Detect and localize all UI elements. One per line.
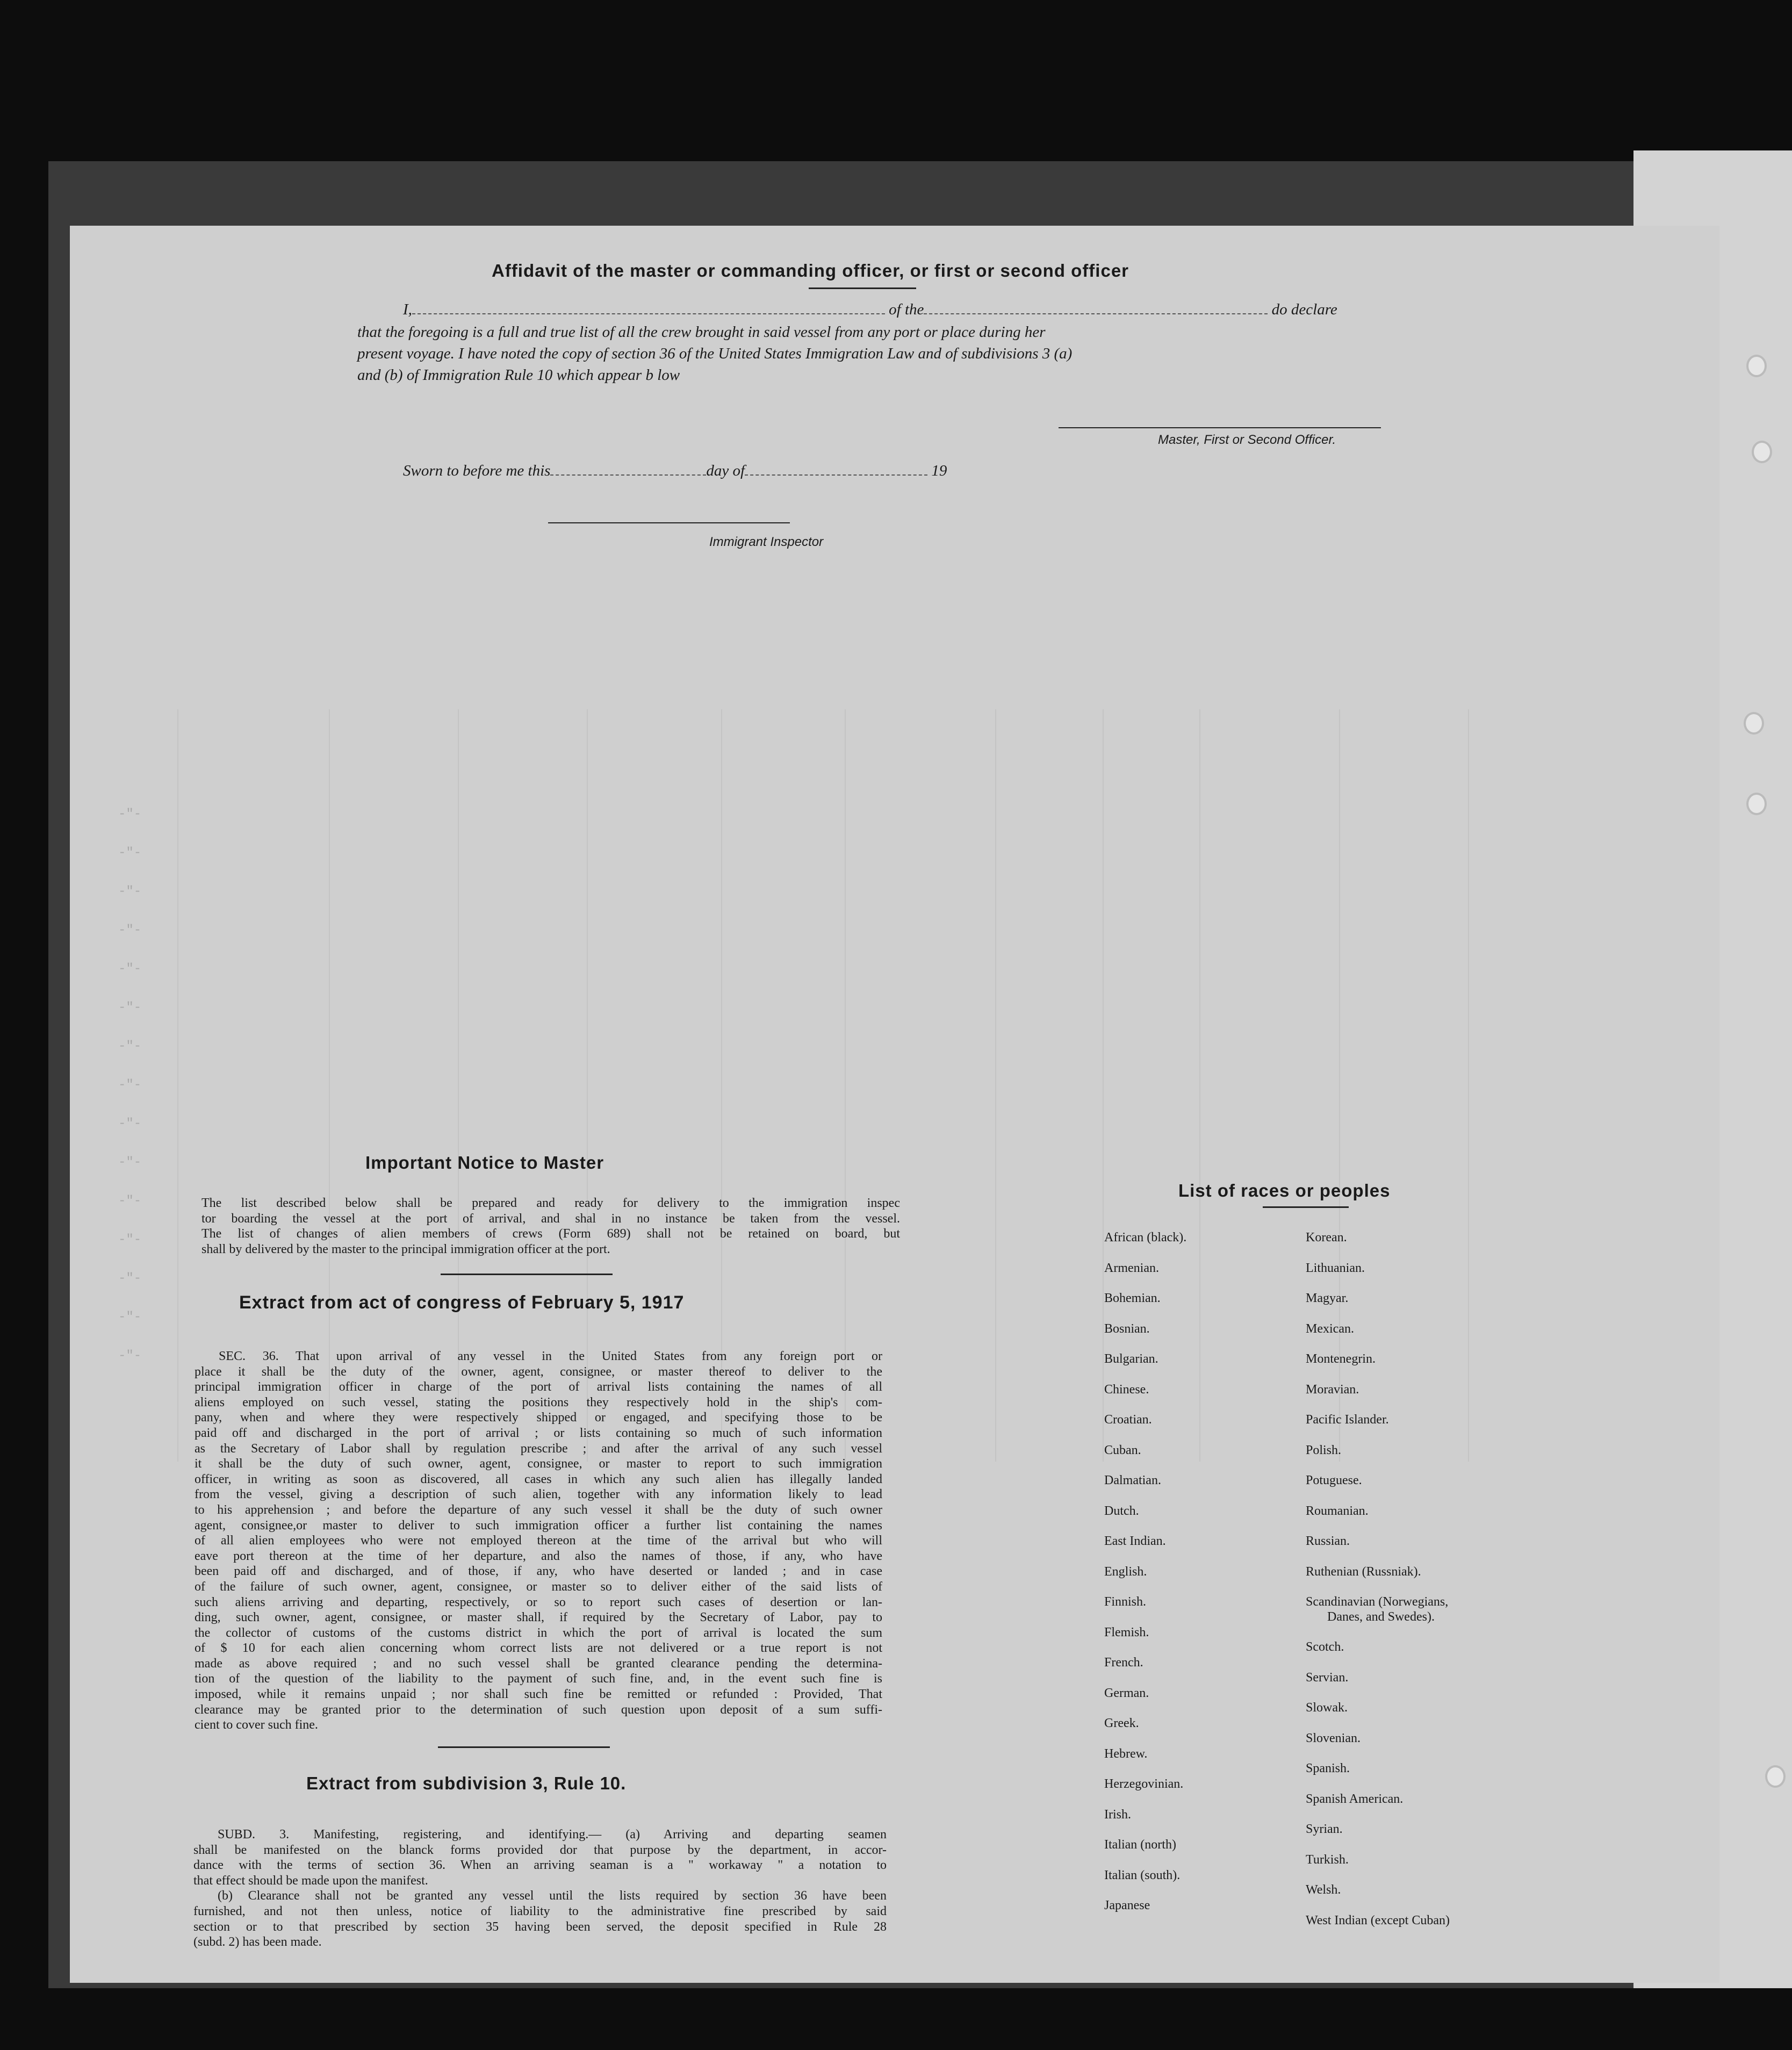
binder-hole	[1744, 712, 1764, 735]
act-line: made as above required ; and no such vessel shall be granted clearance pending the determina-	[195, 1656, 882, 1671]
race-item: German.	[1104, 1686, 1149, 1700]
race-item: Flemish.	[1104, 1625, 1149, 1639]
race-item: Irish.	[1104, 1807, 1131, 1822]
race-item: Chinese.	[1104, 1382, 1149, 1397]
affidavit-i: I,	[403, 301, 412, 318]
race-item: Servian.	[1306, 1670, 1349, 1685]
act-line: it shall be the duty of such owner, agent, consignee, or master to report to such immigration	[195, 1457, 882, 1471]
race-item: Ruthenian (Russniak).	[1306, 1564, 1421, 1579]
act-line: the collector of customs of the customs district in which the port of arrival is located the sum	[195, 1625, 882, 1640]
act-line: ding, such owner, agent, consignee, or master shall, if required by the Secretary of Labor, pay to	[195, 1610, 882, 1625]
divider	[1263, 1206, 1349, 1208]
bleed-through-text: -"- -"- -"- -"- -"- -"- -"- -"- -"- -"- -"- -"- -"- -"- -"-	[118, 807, 142, 1363]
notice-title: Important Notice to Master	[365, 1153, 604, 1173]
race-item: Spanish American.	[1306, 1792, 1404, 1806]
race-item: Bulgarian.	[1104, 1352, 1158, 1366]
affidavit-declare: do declare	[1271, 301, 1337, 318]
rule-line: that effect should be made upon the manifest.	[193, 1873, 428, 1888]
sworn-month-blank[interactable]	[745, 474, 927, 476]
notice-line: The list described below shall be prepared and ready for delivery to the immigration inspec	[201, 1196, 900, 1210]
race-item: Scotch.	[1306, 1640, 1344, 1654]
race-item: Slowak.	[1306, 1701, 1348, 1715]
affidavit-line4: and (b) of Immigration Rule 10 which appear b low	[357, 366, 680, 384]
rule-text	[193, 1827, 887, 1950]
divider	[441, 1274, 613, 1275]
races-left-column	[1104, 1222, 1186, 1921]
race-item: Polish.	[1306, 1443, 1342, 1457]
race-item: Hebrew.	[1104, 1746, 1148, 1761]
race-item: Potuguese.	[1306, 1473, 1362, 1487]
rule-line: section or to that prescribed by section 35 having been served, the deposit specified in Rule 28	[193, 1919, 887, 1934]
affidavit-title: Affidavit of the master or commanding officer, or first or second officer	[492, 261, 1129, 280]
act-line: of all alien employees who were not employed thereon at the time of the arrival but who will	[195, 1534, 882, 1548]
race-item: Roumanian.	[1306, 1504, 1369, 1518]
master-label: Master, First or Second Officer.	[1158, 433, 1336, 447]
race-item: Dutch.	[1104, 1504, 1139, 1518]
rule-title: Extract from subdivision 3, Rule 10.	[306, 1773, 627, 1793]
act-line: tion of the question of the liability to the payment of such fine, and, in the event such fine is	[195, 1672, 882, 1686]
act-line: imposed, while it remains unpaid ; nor shall such fine be remitted or refunded : Provided, That	[195, 1687, 882, 1702]
rule-line: (b) Clearance shall not be granted any vessel until the lists required by section 36 have been	[218, 1889, 887, 1903]
act-line: SEC. 36. That upon arrival of any vessel in the United States from any foreign port or	[219, 1349, 882, 1363]
race-item: Scandinavian (Norwegians,	[1306, 1595, 1449, 1609]
rule-line: dance with the terms of section 36. When an arriving seaman is a " workaway " a notation to	[193, 1858, 887, 1873]
race-item: Spanish.	[1306, 1761, 1350, 1775]
race-item: Lithuanian.	[1306, 1261, 1365, 1275]
race-item: Slovenian.	[1306, 1731, 1361, 1745]
act-line: eave port thereon at the time of her departure, and also the names of those, if any, who have	[195, 1549, 882, 1563]
race-item: English.	[1104, 1564, 1147, 1579]
inspector-label: Immigrant Inspector	[709, 535, 824, 549]
act-line: principal immigration officer in charge of the port of arrival lists containing the names of all	[195, 1380, 882, 1394]
act-line: to his apprehension ; and before the departure of any such vessel it shall be the duty of such owner	[195, 1502, 882, 1517]
rule-line: furnished, and not then unless, notice of liability to the administrative fine prescribed by said	[193, 1904, 887, 1918]
race-item: African (black).	[1104, 1231, 1187, 1245]
race-item: Korean.	[1306, 1231, 1347, 1245]
rule-line: SUBD. 3. Manifesting, registering, and identifying.— (a) Arriving and departing seamen	[218, 1828, 887, 1842]
sworn-line	[403, 462, 947, 480]
race-item: Greek.	[1104, 1716, 1139, 1730]
race-item: Japanese	[1104, 1898, 1150, 1912]
affidavit-line2: that the foregoing is a full and true list of all the crew brought in said vessel from any port or place during her	[357, 323, 1046, 341]
race-item: Italian (south).	[1104, 1868, 1181, 1882]
race-item: Cuban.	[1104, 1443, 1141, 1457]
race-item: Turkish.	[1306, 1852, 1349, 1867]
day-of-text: day of	[706, 462, 745, 479]
act-text	[195, 1349, 882, 1733]
act-line: been paid off and discharged, and of those, if any, who have deserted or landed ; and in case	[195, 1564, 882, 1579]
act-line: paid off and discharged in the port of arrival ; or lists containing so much of such information	[195, 1426, 882, 1440]
sworn-text: Sworn to before me this	[403, 462, 551, 479]
year-text: 19	[931, 462, 947, 479]
manifest-page	[70, 226, 1719, 1983]
act-line: from the vessel, giving a description of such alien, together with any information likely to lead	[195, 1487, 882, 1502]
act-title: Extract from act of congress of February 5, 1917	[239, 1292, 685, 1313]
vessel-blank[interactable]	[924, 313, 1268, 314]
sworn-day-blank[interactable]	[550, 474, 706, 476]
notice-line: shall by delivered by the master to the principal immigration officer at the port.	[201, 1242, 610, 1256]
act-line: aliens employed on such vessel, stating the positions they respectively hold in the ship's com-	[195, 1395, 882, 1409]
race-item: Finnish.	[1104, 1595, 1147, 1609]
race-item: Bosnian.	[1104, 1321, 1150, 1336]
race-item: West Indian (except Cuban)	[1306, 1913, 1450, 1927]
notice-line: tor boarding the vessel at the port of arrival, and shal in no instance be taken from the vessel.	[201, 1211, 900, 1226]
act-line: pany, when and where they were respectively shipped or engaged, and specifying those to be	[195, 1411, 882, 1425]
act-line: of $ 10 for each alien concerning whom correct lists are not delivered or a true report is not	[195, 1641, 882, 1656]
race-item: Croatian.	[1104, 1413, 1152, 1427]
name-blank[interactable]	[412, 313, 885, 314]
rule-line: shall be manifested on the blanck forms provided dor that purpose by the department, in accor-	[193, 1843, 887, 1857]
act-line: such aliens arriving and departing, respectively, or so to report such cases of desertion or lan-	[195, 1595, 882, 1609]
act-line: officer, in writing as soon as discovered, all cases in which any such alien has illegally landed	[195, 1472, 882, 1486]
race-item: East Indian.	[1104, 1534, 1166, 1548]
act-line: clearance may be granted prior to the determination of such question upon deposit of a sum suffi-	[195, 1702, 882, 1717]
race-item-scandinavian	[1306, 1587, 1450, 1632]
binder-hole	[1765, 1765, 1786, 1788]
race-item: Magyar.	[1306, 1291, 1349, 1305]
divider	[809, 287, 916, 289]
rule-line: (subd. 2) has been made.	[193, 1935, 322, 1950]
act-line: of the failure of such owner, agent, consignee, or master so to deliver either of the said lists of	[195, 1579, 882, 1594]
race-item: Armenian.	[1104, 1261, 1159, 1275]
race-item: French.	[1104, 1656, 1143, 1670]
binder-hole	[1752, 441, 1772, 463]
race-item: Italian (north)	[1104, 1838, 1176, 1852]
act-line: as the Secretary of Labor shall by regulation prescribe ; and after the arrival of any such vessel	[195, 1441, 882, 1456]
race-item: Montenegrin.	[1306, 1352, 1376, 1366]
act-line: place it shall be the duty of the owner, agent, consignee, or master thereof to deliver to the	[195, 1364, 882, 1379]
notice-line: The list of changes of alien members of crews (Form 689) shall not be retained on board, but	[201, 1227, 900, 1241]
race-item: Bohemian.	[1104, 1291, 1161, 1305]
act-line: agent, consignee,or master to deliver to such immigration officer a further list containing the names	[195, 1518, 882, 1533]
race-item-continuation: Danes, and Swedes).	[1327, 1610, 1435, 1624]
race-item: Moravian.	[1306, 1382, 1359, 1397]
race-item: Mexican.	[1306, 1321, 1354, 1336]
affidavit-line3: present voyage. I have noted the copy of section 36 of the United States Immigration Law and of subdivisions 3 (a)	[357, 345, 1073, 362]
affidavit-line1	[403, 301, 1337, 319]
race-item: Dalmatian.	[1104, 1473, 1161, 1487]
affidavit-of-the: of the	[889, 301, 924, 318]
races-title: List of races or peoples	[1178, 1181, 1391, 1200]
notice-text	[201, 1196, 900, 1257]
inspector-signature-line[interactable]	[548, 522, 790, 523]
race-item: Pacific Islander.	[1306, 1413, 1389, 1427]
race-item: Russian.	[1306, 1534, 1350, 1548]
race-item: Welsh.	[1306, 1883, 1341, 1897]
binder-hole	[1746, 793, 1767, 815]
race-item: Herzegovinian.	[1104, 1777, 1184, 1791]
race-item: Syrian.	[1306, 1822, 1343, 1836]
binder-hole	[1746, 355, 1767, 377]
act-line: cient to cover such fine.	[195, 1718, 318, 1732]
master-signature-line[interactable]	[1059, 427, 1381, 428]
divider	[438, 1746, 610, 1748]
races-right-column	[1306, 1222, 1450, 1936]
